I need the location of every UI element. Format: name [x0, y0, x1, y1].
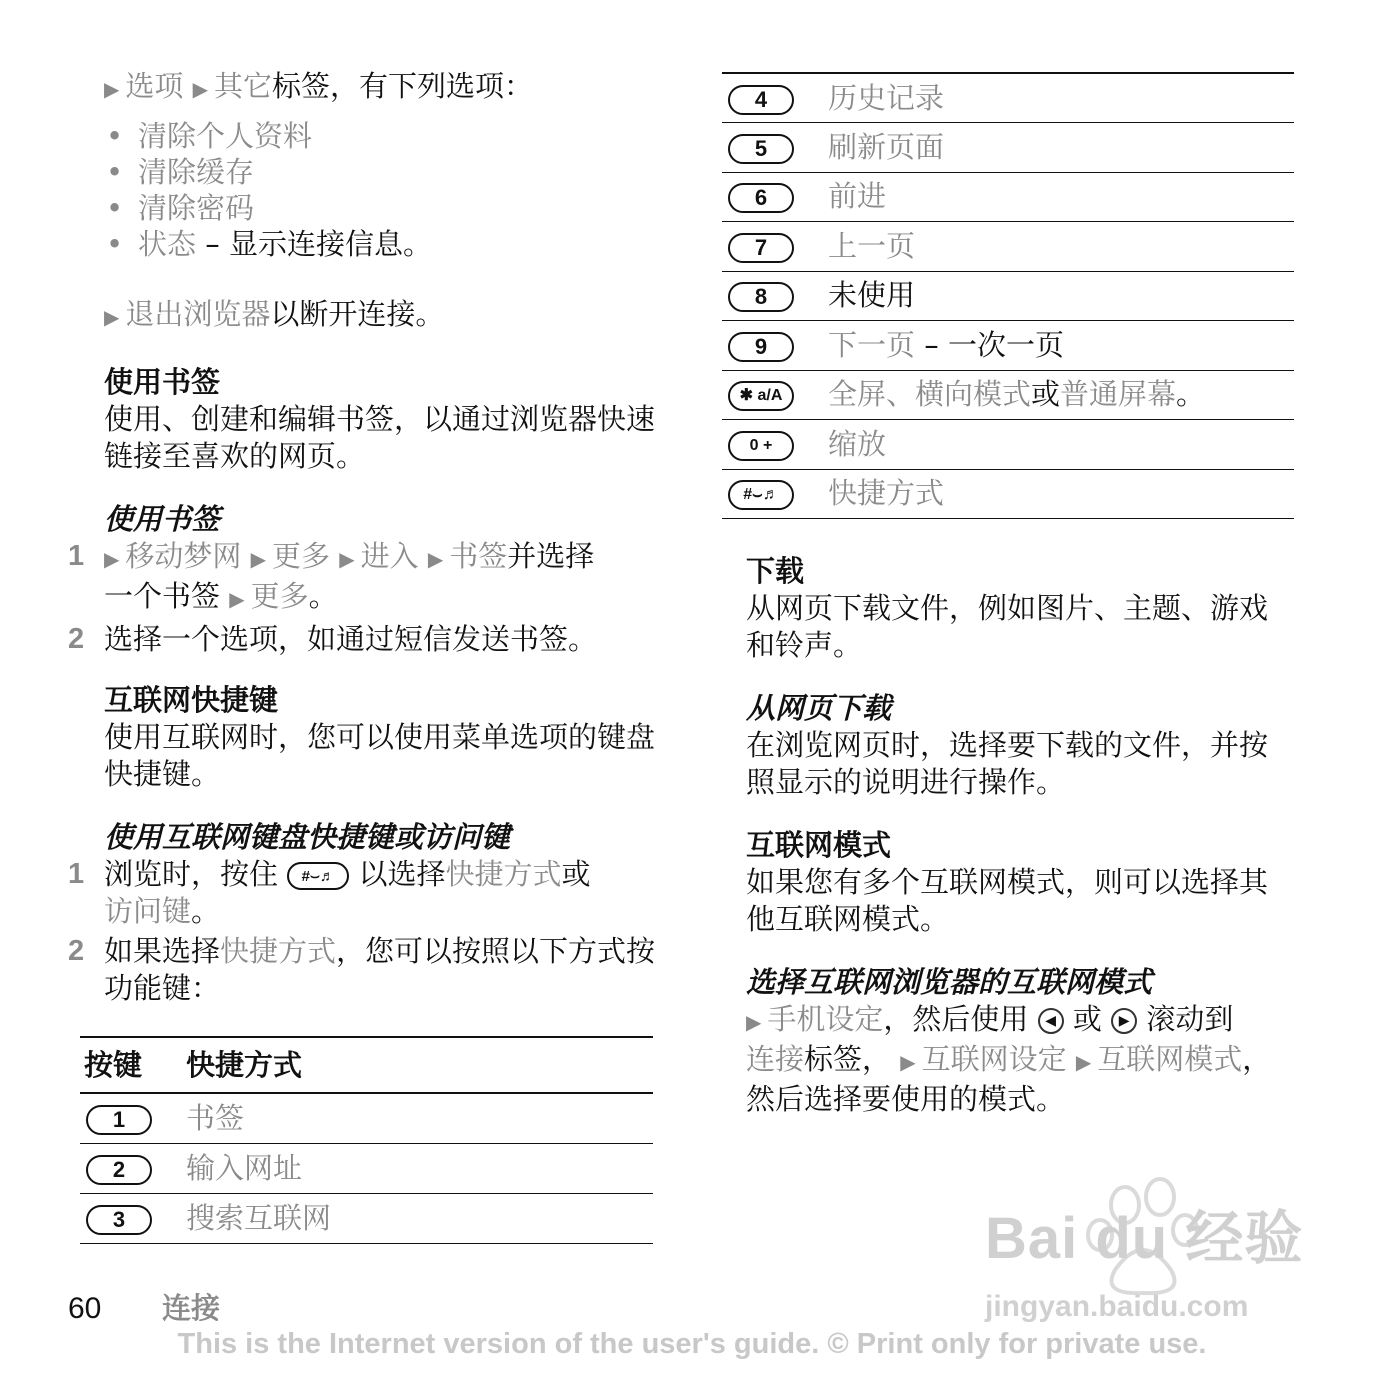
key-1-icon: 1 — [86, 1105, 152, 1135]
arrow-icon: ▶ — [746, 1010, 762, 1034]
key-2-icon: 2 — [86, 1155, 152, 1185]
watermark-url: jingyan.baidu.com — [985, 1290, 1249, 1323]
mode-body: 如果您有多个互联网模式，则可以选择其他互联网模式。 — [746, 865, 1269, 936]
arrow-icon: ▶ — [104, 77, 120, 101]
download-subheading: 从网页下载 — [746, 691, 892, 725]
key-9-icon: 9 — [728, 332, 794, 362]
right-column — [746, 553, 1294, 1118]
table-row: 4 历史记录 — [722, 73, 1294, 123]
table-header: 按键 快捷方式 — [80, 1037, 653, 1093]
arrow-icon: ▶ — [339, 547, 355, 571]
table-row: 0 + 缩放 — [722, 420, 1294, 470]
table-row: 5 刷新页面 — [722, 123, 1294, 173]
shortcuts-heading: 互联网快捷键 — [104, 683, 279, 717]
table-row: 3 搜索互联网 — [80, 1193, 653, 1243]
bullet-icon: • — [106, 191, 124, 225]
key-7-icon: 7 — [728, 233, 794, 263]
bookmarks-body: 使用、创建和编辑书签，以通过浏览器快速链接至喜欢的网页。 — [104, 402, 656, 473]
shortcut-key-table — [80, 1036, 653, 1244]
watermark-brand: Bai du 经验 — [985, 1206, 1304, 1271]
key-6-icon: 6 — [728, 183, 794, 213]
bullet-icon: • — [106, 227, 124, 261]
download-body: 从网页下载文件，例如图片、主题、游戏和铃声。 — [746, 591, 1269, 662]
arrow-icon: ▶ — [229, 587, 245, 611]
zero-key-icon: 0 + — [728, 431, 794, 461]
footer-note: This is the Internet version of the user's guide. © Print only for private use. — [177, 1328, 1207, 1360]
table-row: ✱ a/A 全屏、横向模式或普通屏幕。 — [722, 370, 1294, 420]
shortcuts-step-2: 2 如果选择快捷方式，您可以按照以下方式按功能键： — [68, 934, 656, 1005]
key-4-icon: 4 — [728, 85, 794, 115]
bookmarks-heading: 使用书签 — [104, 365, 221, 399]
key-3-icon: 3 — [86, 1205, 152, 1235]
shortcut-key-table-continued — [722, 72, 1294, 519]
left-column — [68, 68, 664, 1007]
table-row: 7 上一页 — [722, 222, 1294, 272]
mode-instructions: ▶ 手机设定，然后使用 ◀ 或 ▶ 滚动到 连接标签， ▶ 互联网设定 ▶ 互联网模式，然后选择要使用的模式。 — [746, 1002, 1272, 1116]
arrow-icon: ▶ — [900, 1050, 916, 1074]
exit-browser-line: ▶ 退出浏览器以断开连接。 — [104, 297, 445, 331]
shortcuts-body: 使用互联网时，您可以使用菜单选项的键盘快捷键。 — [104, 720, 656, 791]
key-8-icon: 8 — [728, 282, 794, 312]
arrow-icon: ▶ — [427, 547, 444, 571]
option-list — [104, 118, 664, 262]
nav-right-key-icon: ▶ — [1111, 1008, 1137, 1034]
option-item: • 清除缓存 — [106, 155, 255, 189]
table-row: 8 未使用 — [722, 271, 1294, 321]
table-row: 1 书签 — [80, 1093, 653, 1143]
options-nav-line — [104, 68, 664, 108]
page-number: 60 — [68, 1292, 102, 1325]
download-body-2: 在浏览网页时，选择要下载的文件，并按照显示的说明进行操作。 — [746, 728, 1269, 799]
table-row: #⌣♬ 快捷方式 — [722, 469, 1294, 519]
bookmarks-subheading: 使用书签 — [104, 502, 221, 536]
shortcuts-subheading: 使用互联网键盘快捷键或访问键 — [104, 820, 511, 854]
key-5-icon: 5 — [728, 134, 794, 164]
section-name: 连接 — [162, 1291, 221, 1325]
download-heading: 下载 — [746, 554, 805, 588]
star-key-icon: ✱ a/A — [728, 381, 794, 411]
bookmarks-step-1: 1 ▶ 移动梦网 ▶ 更多 ▶ 进入 ▶ 书签并选择 一个书签 ▶ 更多。 — [68, 539, 595, 613]
option-item: • 清除密码 — [106, 191, 255, 225]
arrow-icon: ▶ — [104, 305, 120, 329]
bullet-icon: • — [106, 155, 124, 189]
nav-rest: 标签，有下列选项： — [272, 69, 534, 103]
table-row: 6 前进 — [722, 172, 1294, 222]
arrow-icon: ▶ — [104, 547, 120, 571]
option-item: • 状态 – 显示连接信息。 — [106, 227, 432, 261]
nav-options: 选项 — [125, 69, 184, 103]
nav-other: 其它 — [214, 69, 273, 103]
nav-left-key-icon: ◀ — [1038, 1008, 1064, 1034]
bookmarks-step-2: 2 选择一个选项，如通过短信发送书签。 — [68, 622, 598, 656]
mode-subheading: 选择互联网浏览器的互联网模式 — [746, 965, 1153, 999]
arrow-icon: ▶ — [192, 77, 209, 101]
table-row: 2 输入网址 — [80, 1143, 653, 1193]
bullet-icon: • — [106, 119, 124, 153]
option-item: • 清除个人资料 — [106, 119, 313, 153]
mode-heading: 互联网模式 — [746, 828, 892, 862]
shortcuts-step-1: 1 浏览时，按住 #⌣♬ 以选择快捷方式或 访问键。 — [68, 857, 591, 928]
arrow-icon: ▶ — [250, 547, 267, 571]
table-row: 9 下一页 – 一次一页 — [722, 321, 1294, 371]
hash-key-icon: #⌣♬ — [728, 480, 794, 510]
hash-key-icon: #⌣♬ — [287, 862, 349, 890]
arrow-icon: ▶ — [1075, 1050, 1092, 1074]
